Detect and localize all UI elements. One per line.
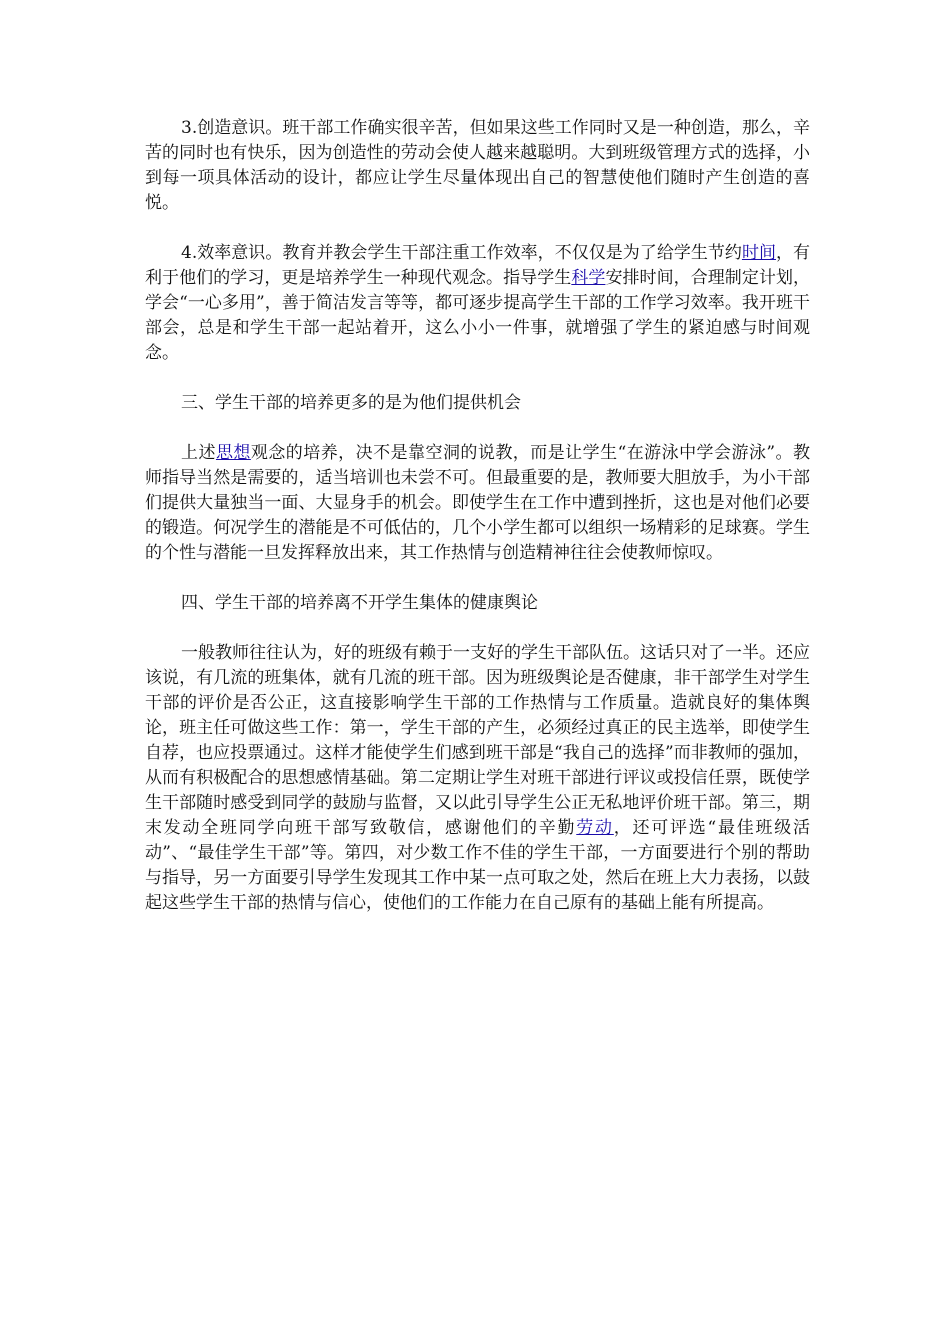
link-science[interactable]: 科学 (571, 268, 606, 288)
paragraph-text: 3.创造意识。班干部工作确实很辛苦，但如果这些工作同时又是一种创造，那么，辛苦的同时也有快乐，因为创造性的劳动会使人越来越聪明。大到班级管理方式的选择，小到每一项具体活动的设计，都应让学生尽量体现出自己的智慧使他们随时产生创造的喜悦。 (145, 118, 810, 213)
document-body (145, 116, 810, 941)
paragraph-text: 观念的培养，决不是靠空洞的说教，而是让学生“在游泳中学会游泳”。教师指导当然是需要的，适当培训也未尝不可。但最重要的是，教师要大胆放手，为小干部们提供大量独当一面、大显身手的机会。即使学生在工作中遭到挫折，这也是对他们必要的锻造。何况学生的潜能是不可低估的，几个小学生都可以组织一场精彩的足球赛。学生的个性与潜能一旦发挥释放出来，其工作热情与创造精神往往会使教师惊叹。 (145, 443, 811, 563)
link-time[interactable]: 时间 (741, 243, 776, 263)
paragraph-public-opinion (145, 641, 810, 916)
paragraph-efficiency (145, 241, 810, 366)
heading-text: 四、学生干部的培养离不开学生集体的健康舆论 (181, 593, 538, 613)
paragraph-text: ，有利于他们的学习，更是培养学生一种现代观念。指导学生 (145, 243, 811, 288)
paragraph-text: ，还可评选“最佳班级活动”、“最佳学生干部”等。第四，对少数工作不佳的学生干部，一方面要进行个别的帮助与指导，另一方面要引导学生发现其工作中某一点可取之处，然后在班上大力表扬，以鼓起这些学生干部的热情与信心，使他们的工作能力在自己原有的基础上能有所提高。 (145, 818, 811, 913)
link-labor[interactable]: 劳动 (576, 818, 614, 838)
paragraph-text: 一般教师往往认为，好的班级有赖于一支好的学生干部队伍。这话只对了一半。还应该说，有几流的班集体，就有几流的班干部。因为班级舆论是否健康，非干部学生对学生干部的评价是否公正，这直接影响学生干部的工作热情与工作质量。造就良好的集体舆论，班主任可做这些工作：第一，学生干部的产生，必须经过真正的民主选举，即使学生自荐，也应投票通过。这样才能使学生们感到班干部是“我自己的选择”而非教师的强加，从而有积极配合的思想感情基础。第二定期让学生对班干部进行评议或投信任票，既使学生干部随时感受到同学的鼓励与监督，又以此引导学生公正无私地评价班干部。第三，期末发动全班同学向班干部写致敬信，感谢他们的辛勤 (145, 643, 810, 838)
link-thought[interactable]: 思想 (215, 443, 251, 463)
paragraph-text: 4.效率意识。教育并教会学生干部注重工作效率，不仅仅是为了给学生节约 (181, 243, 742, 263)
paragraph-creativity (145, 116, 810, 216)
paragraph-text: 安排时间，合理制定计划，学会“一心多用”，善于简洁发言等等，都可逐步提高学生干部的工作学习效率。我开班干部会，总是和学生干部一起站着开，这么小小一件事，就增强了学生的紧迫感与时间观念。 (145, 268, 811, 363)
paragraph-text: 上述 (181, 443, 216, 463)
section-heading-4 (145, 591, 810, 616)
section-heading-3 (145, 391, 810, 416)
paragraph-opportunity (145, 441, 810, 566)
heading-text: 三、学生干部的培养更多的是为他们提供机会 (181, 393, 521, 413)
